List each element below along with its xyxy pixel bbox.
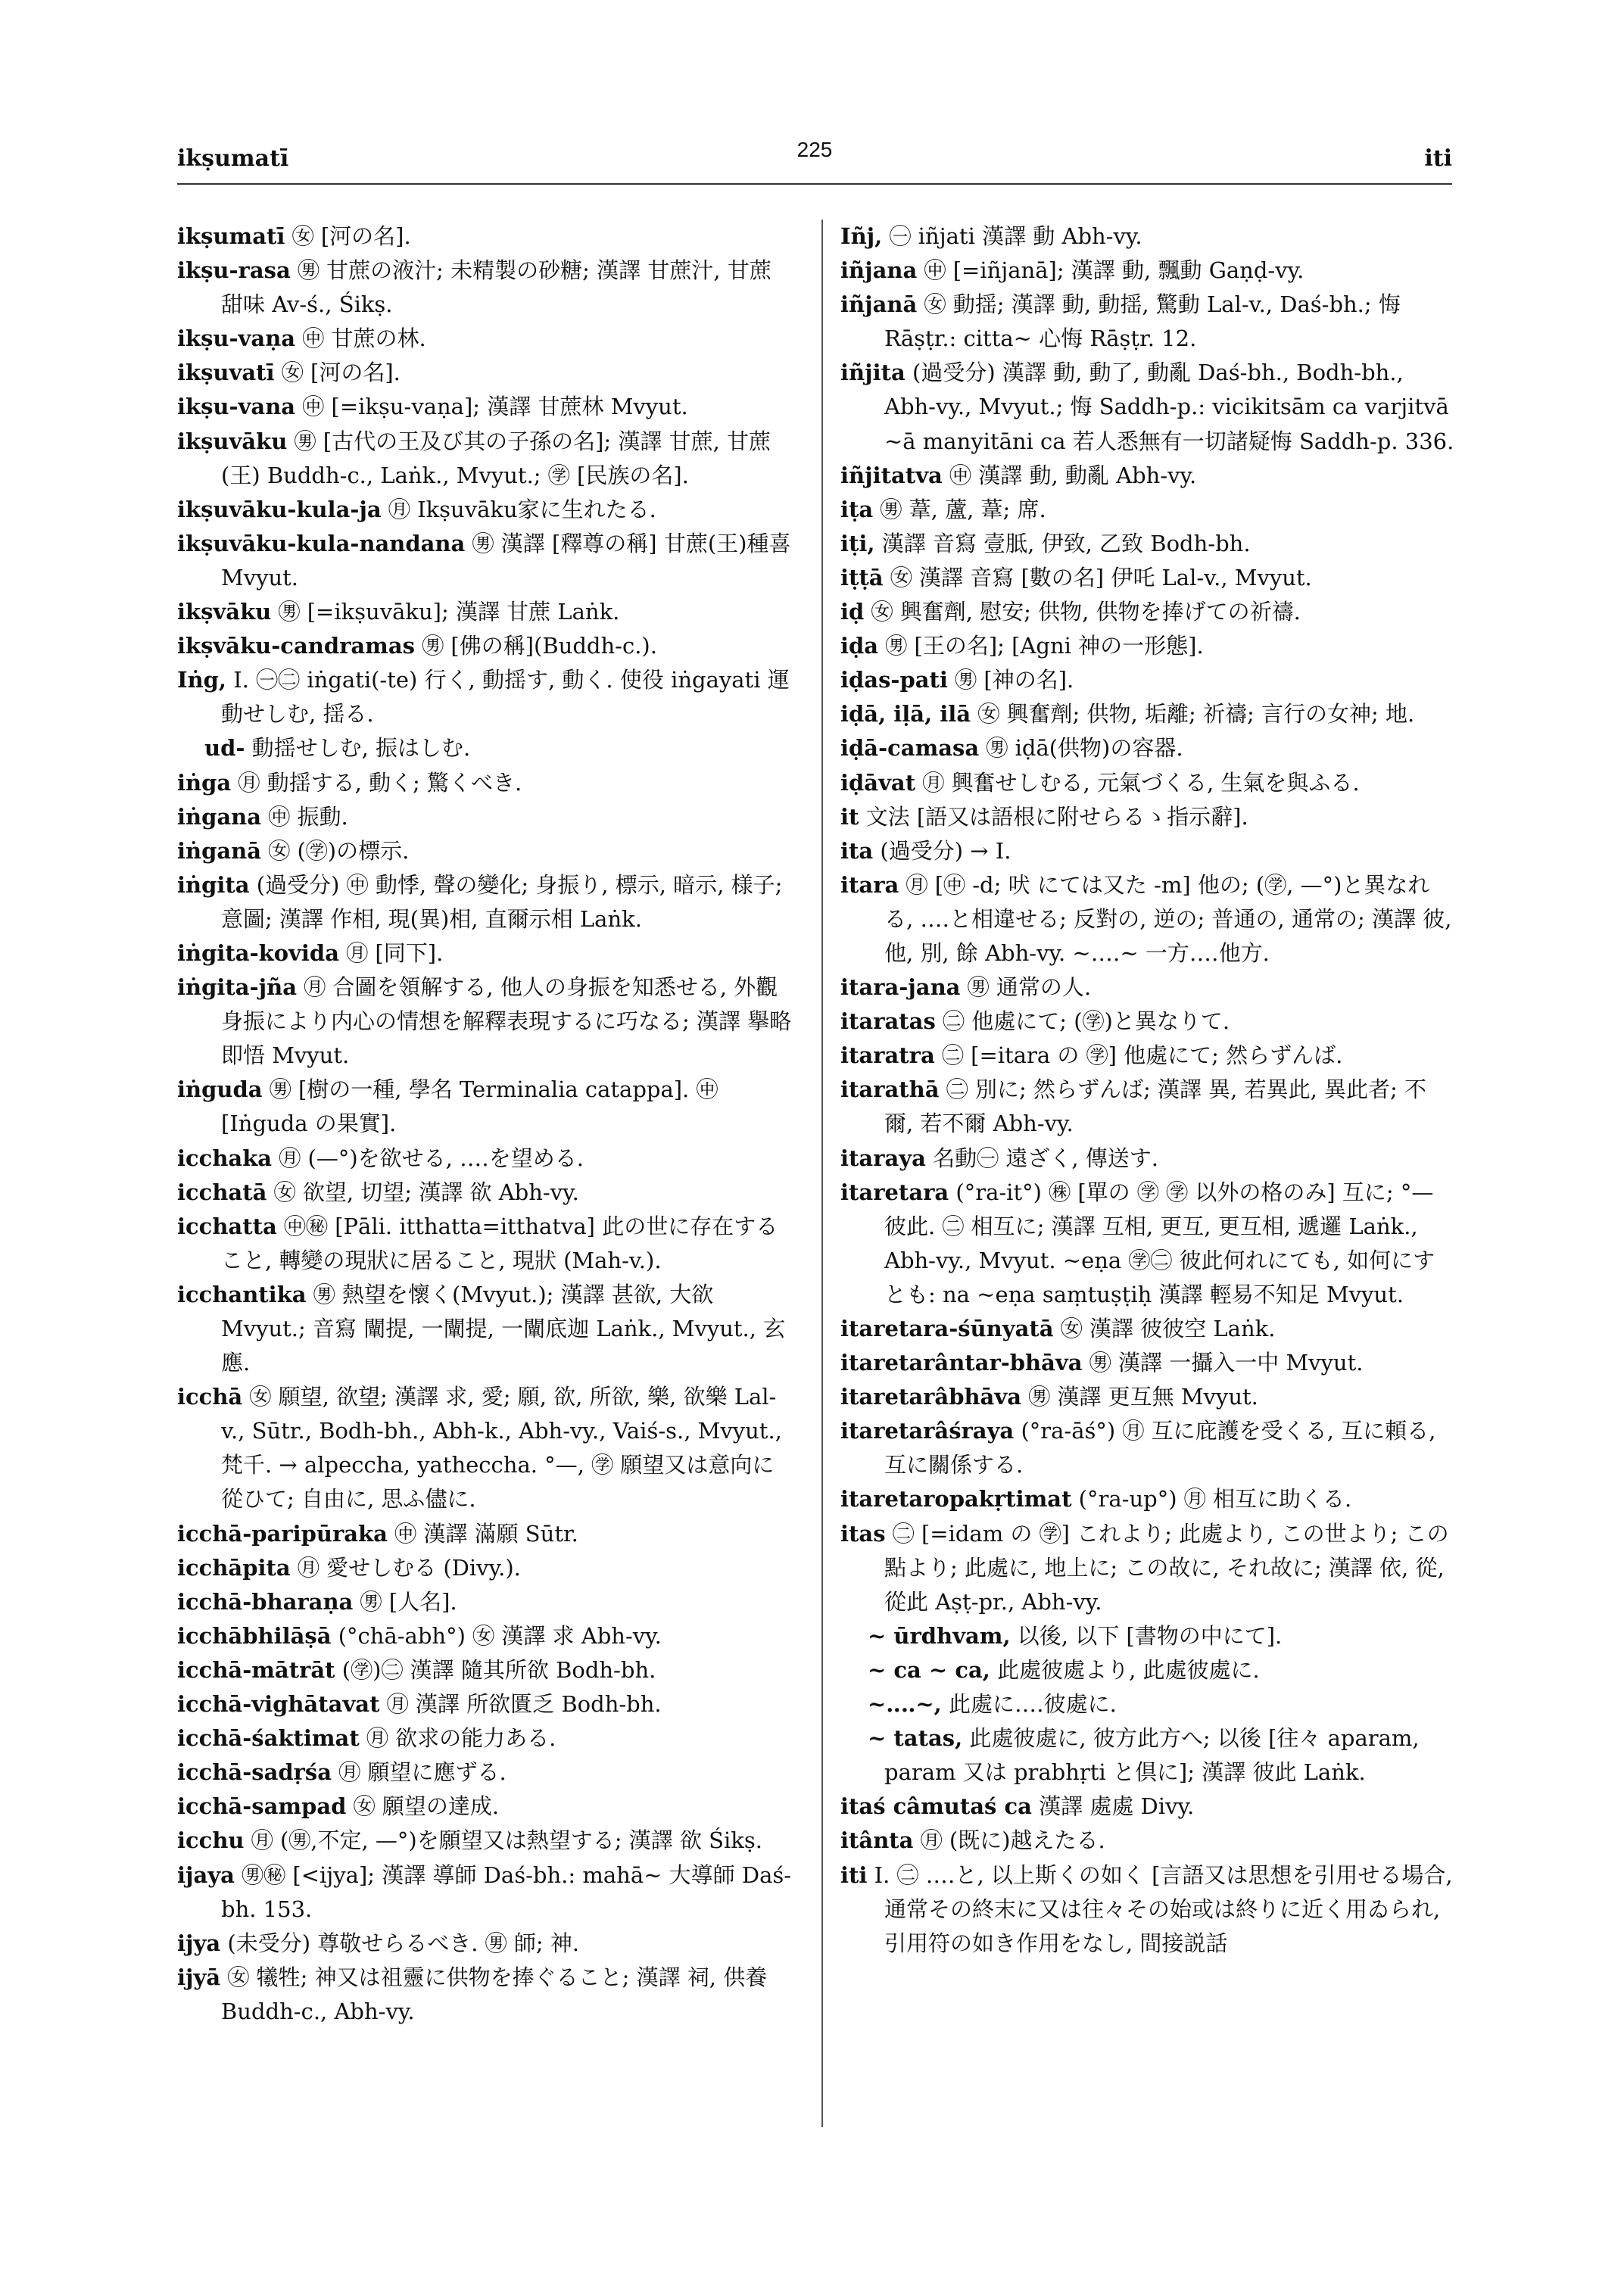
entry-headword: itaratra	[840, 1042, 935, 1069]
dictionary-entry	[840, 1517, 1455, 1619]
entry-definition: ㊁ [=idam の ㊫] これより; 此處より, この世より; この點より; 此處に, 地上に; この故に, それ故に; 漢譯 依, 從, 從此 Aṣṭ-pr., Abh-vy.	[884, 1520, 1451, 1615]
running-head-first-word: ikṣumatī	[177, 145, 289, 172]
entry-headword: icchāpita	[177, 1554, 291, 1581]
dictionary-entry	[177, 1142, 792, 1176]
entry-headword: ikṣu-rasa	[177, 257, 291, 284]
dictionary-entry	[840, 493, 1455, 527]
entry-definition: ㊥ 漢譯 滿願 Sūtr.	[387, 1520, 578, 1547]
entry-definition: 動揺せしむ, 振はしむ.	[245, 735, 471, 762]
dictionary-entry	[840, 868, 1459, 970]
entry-headword: icchā-mātrāt	[177, 1656, 335, 1683]
entry-definition: 名動㊀ 遠ざく, 傳送す.	[925, 1145, 1159, 1171]
dictionary-entry	[177, 220, 792, 254]
dictionary-entry	[177, 254, 792, 322]
entry-definition: ㊚ 熱望を懷く(Mvyut.); 漢譯 甚欲, 大欲 Mvyut.; 音寫 闡提, 一闡提, 一闡底迦 Laṅk., Mvyut., 玄應.	[221, 1281, 786, 1376]
entry-headword: ikṣumatī	[177, 223, 285, 249]
entry-definition: ㊛ (㊫)の標示.	[261, 837, 410, 864]
entry-headword: itaretarâśraya	[840, 1418, 1015, 1444]
entry-definition: ㊛ 犧牲; 神又は祖靈に供物を捧ぐること; 漢譯 祠, 供養 Buddh-c., Abh-vy.	[220, 1964, 775, 2024]
dictionary-entry	[177, 1585, 792, 1619]
dictionary-entry	[840, 1380, 1455, 1414]
entry-definition: ㊊ Ikṣuvāku家に生れたる.	[381, 496, 656, 522]
dictionary-entry	[840, 459, 1455, 493]
page-number: 225	[796, 138, 833, 161]
entry-definition: ㊊ 合圖を領解する, 他人の身振を知悉せる, 外觀身振により内心の情想を解釋表現するに巧なる; 漢譯 擧略即悟 Mvyut.	[221, 974, 792, 1069]
entry-definition: ㊊ 動揺する, 動く; 驚くべき.	[231, 769, 522, 796]
dictionary-entry	[840, 800, 1455, 834]
entry-definition: (°ra-āś°) ㊊ 互に庇護を受くる, 互に頼る, 互に關係する.	[884, 1418, 1443, 1478]
dictionary-entry	[840, 731, 1455, 765]
entry-headword: ~‥‥~,	[868, 1691, 942, 1718]
entry-definition: I. ㊀㊁ iṅgati(-te) 行く, 動揺す, 動く. 使役 iṅgayati 運動せしむ, 揺る.	[221, 667, 790, 727]
dictionary-entry	[840, 1005, 1455, 1039]
entry-definition: ㊛ 動揺; 漢譯 動, 動揺, 驚動 Lal-v., Daś-bh.; 悔 Rāṣṭr.: citta~ 心悔 Rāṣṭr. 12.	[884, 291, 1408, 352]
entry-headword: itaraya	[840, 1145, 926, 1171]
entry-headword: it	[840, 803, 859, 830]
dictionary-entry	[840, 561, 1455, 595]
dictionary-entry	[840, 834, 1455, 868]
entry-headword: ikṣuvāku	[177, 428, 288, 454]
dictionary-entry	[177, 1756, 792, 1790]
dictionary-entry	[840, 1653, 1455, 1687]
entry-headword: icchaka	[177, 1145, 273, 1171]
dictionary-entry	[177, 1858, 792, 1927]
entry-definition: 此處彼處に, 彼方此方へ; 以後 [往々 aparam, param 又は prabhṛti と倶に]; 漢譯 彼此 Laṅk.	[884, 1725, 1426, 1786]
entry-definition: ㊥ 漢譯 動, 動亂 Abh-vy.	[942, 462, 1197, 488]
entry-definition: ㊊ [㊥ -d; 吠 にては又た -m] 他の; (㊫, —°)と異なれる, ‥‥と相違せる; 反對の, 逆の; 普通の, 通常の; 漢譯 彼, 他, 別, 餘 Abh-vy. ~‥‥~ 一方‥‥他方.	[884, 871, 1459, 966]
dictionary-entry	[840, 1482, 1455, 1516]
dictionary-entry	[177, 1687, 792, 1721]
entry-definition: ㊊ 欲求の能力ある.	[359, 1725, 556, 1752]
entry-headword: ikṣuvatī	[177, 360, 275, 386]
dictionary-entry	[177, 595, 792, 629]
entry-definition: 文法 [語又は語根に附せらるゝ指示辭].	[859, 803, 1248, 830]
entry-headword: iṅguda	[177, 1076, 263, 1103]
dictionary-entry	[840, 1039, 1455, 1073]
entry-headword: icchā-vighātavat	[177, 1691, 380, 1718]
entry-definition: (㊫)㊁ 漢譯 隨其所欲 Bodh-bh.	[335, 1656, 656, 1683]
entry-headword: itaś câmutaś ca	[840, 1793, 1032, 1820]
dictionary-entry	[177, 731, 792, 765]
entry-headword: itaretara	[840, 1179, 949, 1205]
entry-headword: iṅgita-jña	[177, 974, 297, 1001]
dictionary-entry	[177, 970, 792, 1073]
dictionary-entry	[177, 868, 792, 936]
dictionary-entry	[840, 1176, 1455, 1312]
entry-headword: ikṣvāku	[177, 599, 272, 625]
entry-headword: iṅgita-kovida	[177, 939, 339, 966]
entry-definition: ㊥ [=iñjanā]; 漢譯 動, 飄動 Gaṇḍ-vy.	[917, 257, 1304, 284]
entry-headword: ~ ūrdhvam,	[868, 1622, 1011, 1649]
dictionary-entry	[177, 1927, 792, 1961]
dictionary-entry	[177, 390, 792, 424]
entry-definition: ㊊ (—°)を欲せる, ‥‥を望める.	[272, 1145, 584, 1171]
entry-headword: ijyā	[177, 1964, 221, 1990]
entry-headword: itaretaropakṛtimat	[840, 1486, 1072, 1513]
entry-headword: iḍā-camasa	[840, 735, 980, 762]
entry-definition: ㊚ [神の名].	[947, 667, 1074, 693]
header-rule	[177, 183, 1452, 185]
entry-headword: iñjana	[840, 257, 918, 284]
dictionary-entry	[840, 1414, 1455, 1482]
entry-definition: ㊚ 葦, 蘆, 葦; 席.	[873, 496, 1046, 522]
entry-headword: Iñj,	[840, 223, 883, 249]
entry-definition: ㊚ [人名].	[353, 1588, 457, 1615]
entry-definition: ㊥ 甘蔗の林.	[295, 326, 426, 352]
dictionary-entry	[177, 1619, 792, 1653]
dictionary-entry	[840, 1721, 1455, 1790]
entry-definition: ㊚ [佛の稱](Buddh-c.).	[414, 633, 657, 659]
entry-headword: iṅgana	[177, 803, 262, 830]
dictionary-entry	[177, 1380, 792, 1516]
entry-headword: iḍāvat	[840, 769, 916, 796]
entry-headword: icchā-bharaṇa	[177, 1588, 354, 1615]
entry-definition: ㊊ 興奮せしむる, 元氣づくる, 生氣を與ふる.	[915, 769, 1360, 796]
entry-definition: 漢譯 處處 Divy.	[1031, 1793, 1195, 1820]
dictionary-entry	[840, 1790, 1455, 1824]
entry-definition: ㊚ [古代の王及び其の子孫の名]; 漢譯 甘蔗, 甘蔗(王) Buddh-c., Laṅk., Mvyut.; ㊫ [民族の名].	[221, 428, 771, 488]
dictionary-entry	[840, 1619, 1455, 1653]
entry-headword: ita	[840, 837, 874, 864]
entry-headword: iḍ	[840, 599, 865, 625]
entry-definition: 漢譯 音寫 壹胝, 伊致, 乙致 Bodh-bh.	[874, 530, 1251, 556]
entry-headword: iṭa	[840, 496, 874, 522]
dictionary-entry	[840, 697, 1455, 731]
dictionary-entry	[177, 356, 792, 390]
entry-definition: (°ra-it°) ㊑ [單の ㊫ ㊫ 以外の格のみ] 互に; °— 彼此. ㊁ 相互に; 漢譯 互相, 更互, 更互相, 遞邏 Laṅk., Abh-vy., Mvyut. ~eṇa ㊫㊁ 彼此何れにても, 如何にすとも: na ~eṇa saṃtuṣṭiḥ 漢譯 輕易不知足 Mvyut.	[884, 1179, 1441, 1307]
entry-headword: iṭi,	[840, 530, 875, 556]
entry-definition: ㊁ [=itara の ㊫] 他處にて; 然らずんば.	[934, 1042, 1343, 1069]
entry-headword: ikṣu-vana	[177, 394, 296, 420]
dictionary-entry	[840, 663, 1455, 697]
entry-definition: ㊊ 漢譯 所欲匱乏 Bodh-bh.	[379, 1691, 662, 1718]
entry-definition: ㊁ 他處にて; (㊫)と異なりて.	[935, 1008, 1230, 1035]
entry-headword: ikṣvāku-candramas	[177, 633, 415, 659]
dictionary-entry	[177, 629, 792, 663]
dictionary-entry	[177, 834, 792, 868]
entry-headword: icchā-sadṛśa	[177, 1759, 332, 1786]
dictionary-entry	[840, 970, 1455, 1005]
entry-definition: ㊊ (㊚,不定, —°)を願望又は熱望する; 漢譯 欲 Śikṣ.	[244, 1827, 762, 1854]
dictionary-entry	[840, 1346, 1455, 1380]
entry-headword: iñjanā	[840, 291, 918, 318]
entry-headword: icchābhilāṣā	[177, 1622, 332, 1649]
entry-headword: icchā-paripūraka	[177, 1520, 388, 1547]
entry-headword: itarathā	[840, 1076, 940, 1103]
dictionary-entry	[840, 220, 1455, 254]
entry-definition: ㊚ 漢譯 [釋尊の稱] 甘蔗(王)種喜 Mvyut.	[221, 530, 798, 590]
entry-headword: ud-	[204, 735, 245, 762]
entry-definition: ㊚ [樹の一種, 學名 Terminalia catappa]. ㊥ [Iṅguda の果實].	[221, 1076, 725, 1137]
dictionary-entry	[840, 1858, 1460, 1961]
running-head-last-word: iti	[1424, 145, 1452, 172]
right-column	[840, 220, 1460, 1961]
column-divider	[821, 220, 823, 2127]
entry-headword: iḍa	[840, 633, 879, 659]
dictionary-entry	[177, 1721, 792, 1756]
entry-headword: itara	[840, 871, 899, 898]
dictionary-entry	[840, 766, 1455, 800]
entry-headword: iḍas-pati	[840, 667, 948, 693]
dictionary-entry	[177, 800, 792, 834]
entry-headword: itânta	[840, 1827, 914, 1854]
entry-headword: iñjita	[840, 360, 906, 386]
entry-headword: ikṣuvāku-kula-ja	[177, 496, 382, 522]
entry-headword: iḍā, iḷā, ilā	[840, 701, 971, 727]
entry-headword: icchā	[177, 1384, 243, 1410]
dictionary-entry	[840, 1073, 1455, 1141]
entry-definition: ㊚ 通常の人.	[960, 974, 1092, 1001]
dictionary-entry	[177, 1551, 792, 1585]
entry-definition: ㊛ [河の名].	[285, 223, 411, 249]
dictionary-entry	[177, 1653, 792, 1687]
entry-definition: ㊚ 漢譯 更互無 Mvyut.	[1021, 1384, 1258, 1410]
entry-headword: itas	[840, 1520, 886, 1547]
dictionary-entry	[177, 936, 792, 970]
entry-headword: iṅganā	[177, 837, 262, 864]
entry-headword: icchā-sampad	[177, 1793, 347, 1820]
entry-headword: ijaya	[177, 1862, 235, 1888]
entry-definition: ㊚㊙ [<ijya]; 漢譯 導師 Daś-bh.: mahā~ 大導師 Daś-bh. 153.	[221, 1862, 792, 1922]
entry-definition: I. ㊁ ‥‥と, 以上斯くの如く [言語又は思想を引用せる場合, 通常その終末に又は往々その始或は終りに近く用ゐられ, 引用符の如き作用をなし, 間接説話	[867, 1862, 1460, 1956]
running-head	[177, 138, 1452, 177]
dictionary-entry	[177, 493, 792, 527]
dictionary-entry	[177, 663, 792, 731]
dictionary-entry	[840, 527, 1455, 561]
dictionary-entry	[177, 1176, 792, 1210]
entry-definition: ㊥ [=ikṣu-vaṇa]; 漢譯 甘蔗林 Mvyut.	[295, 394, 688, 420]
dictionary-entry	[177, 322, 792, 356]
entry-headword: itara-jana	[840, 974, 961, 1001]
entry-definition: (過受分) 漢譯 動, 動了, 動亂 Daś-bh., Bodh-bh., Abh-vy., Mvyut.; 悔 Saddh-p.: vicikitsām ca varjitvā ~ā manyitāni ca 若人悉無有一切諸疑悔 Saddh-p. 336.	[884, 360, 1456, 454]
entry-headword: icchantika	[177, 1281, 307, 1307]
dictionary-entry	[177, 1073, 792, 1141]
entry-definition: ㊊ 願望に應ずる.	[332, 1759, 507, 1786]
entry-definition: 此處に‥‥彼處に.	[941, 1691, 1117, 1718]
dictionary-entry	[177, 1824, 792, 1858]
dictionary-entry	[840, 1312, 1455, 1346]
entry-definition: ㊚ [=ikṣuvāku]; 漢譯 甘蔗 Laṅk.	[271, 599, 620, 625]
entry-headword: itaretarâbhāva	[840, 1384, 1021, 1410]
entry-headword: icchatā	[177, 1179, 267, 1205]
entry-definition: (°ra-up°) ㊊ 相互に助くる.	[1071, 1486, 1352, 1513]
dictionary-entry	[840, 1687, 1455, 1721]
entry-definition: ㊊ (既に)越えたる.	[913, 1827, 1105, 1854]
entry-headword: itaretarântar-bhāva	[840, 1350, 1083, 1376]
entry-headword: itaretara-śūnyatā	[840, 1316, 1054, 1341]
entry-headword: icchā-śaktimat	[177, 1725, 360, 1752]
entry-headword: icchu	[177, 1827, 245, 1854]
dictionary-entry	[177, 1210, 792, 1278]
entry-definition: ㊥㊙ [Pāli. itthatta=itthatva] 此の世に存在すること, 轉變の現狀に居ること, 現狀 (Mah-v.).	[221, 1213, 778, 1273]
entry-definition: ㊛ [河の名].	[274, 360, 401, 386]
dictionary-entry	[840, 629, 1455, 663]
left-column	[177, 220, 798, 2029]
entry-definition: ㊊ 愛せしむる (Divy.).	[290, 1554, 521, 1581]
dictionary-entry	[177, 1790, 792, 1824]
entry-headword: ikṣuvāku-kula-nandana	[177, 530, 466, 556]
dictionary-entry	[177, 1961, 792, 2029]
dictionary-entry	[840, 356, 1455, 458]
dictionary-entry	[177, 1517, 792, 1551]
dictionary-entry	[840, 288, 1455, 356]
entry-definition: ㊛ 興奮劑; 供物, 垢離; 祈禱; 言行の女神; 地.	[971, 701, 1415, 727]
entry-definition: ㊚ [王の名]; [Agni 神の一形態].	[878, 633, 1204, 659]
entry-headword: iṅga	[177, 769, 232, 796]
entry-definition: (過受分) ㊥ 動悸, 聲の變化; 身振り, 標示, 暗示, 様子; 意圖; 漢譯 作相, 現(異)相, 直爾示相 Laṅk.	[221, 871, 790, 932]
entry-headword: iti	[840, 1862, 868, 1888]
entry-headword: iñjitatva	[840, 462, 943, 488]
entry-definition: (°chā-abh°) ㊛ 漢譯 求 Abh-vy.	[331, 1622, 662, 1649]
entry-definition: (過受分) → I.	[873, 837, 1011, 864]
entry-definition: ㊚ 甘蔗の液汁; 未精製の砂糖; 漢譯 甘蔗汁, 甘蔗甜味 Av-ś., Śikṣ.	[221, 257, 771, 318]
entry-definition: ㊛ 漢譯 彼彼空 Laṅk.	[1053, 1316, 1276, 1341]
dictionary-entry	[840, 1824, 1455, 1858]
entry-headword: iṭṭā	[840, 564, 884, 590]
entry-definition: (未受分) 尊敬せらるべき. ㊚ 師; 神.	[220, 1930, 580, 1956]
entry-definition: ㊁ 別に; 然らずんば; 漢譯 異, 若異此, 異此者; 不爾, 若不爾 Abh-vy.	[884, 1076, 1427, 1137]
entry-definition: ㊛ 欲望, 切望; 漢譯 欲 Abh-vy.	[267, 1179, 579, 1205]
entry-definition: ㊛ 願望の達成.	[346, 1793, 500, 1820]
entry-definition: ㊚ 漢譯 一攝入一中 Mvyut.	[1082, 1350, 1364, 1376]
dictionary-entry	[177, 766, 792, 800]
entry-definition: ㊥ 振動.	[261, 803, 348, 830]
entry-definition: 以後, 以下 [書物の中にて].	[1010, 1622, 1283, 1649]
entry-definition: ㊛ 興奮劑, 慰安; 供物, 供物を捧げての祈禱.	[864, 599, 1301, 625]
dictionary-entry	[840, 254, 1455, 288]
entry-definition: ㊛ 願望, 欲望; 漢譯 求, 愛; 願, 欲, 所欲, 樂, 欲樂 Lal-v., Sūtr., Bodh-bh., Abh-k., Abh-vy., Vaiś-s., Mvyut., 梵千. → alpeccha, yatheccha. °—, ㊫ 願望又は意向に從ひて; 自由に, 思ふ儘に.	[221, 1384, 790, 1513]
entry-headword: ikṣu-vaṇa	[177, 326, 296, 352]
entry-definition: ㊛ 漢譯 音寫 [數の名] 伊吒 Lal-v., Mvyut.	[883, 564, 1312, 590]
entry-headword: itaratas	[840, 1008, 936, 1035]
dictionary-entry	[177, 527, 798, 595]
dictionary-entry	[840, 1142, 1455, 1176]
entry-headword: icchatta	[177, 1213, 277, 1239]
entry-definition: ㊀ iñjati 漢譯 動 Abh-vy.	[882, 223, 1142, 249]
entry-definition: 此處彼處より, 此處彼處に.	[990, 1656, 1260, 1683]
entry-headword: ~ ca ~ ca,	[868, 1656, 990, 1683]
dictionary-entry	[177, 1278, 792, 1380]
entry-headword: iṅgita	[177, 871, 250, 898]
entry-headword: ~ tatas,	[868, 1725, 963, 1752]
dictionary-entry	[177, 425, 792, 493]
entry-headword: ijya	[177, 1930, 221, 1956]
entry-headword: Iṅg,	[177, 667, 227, 693]
dictionary-entry	[840, 595, 1455, 629]
entry-definition: ㊊ [同下].	[339, 939, 444, 966]
entry-definition: ㊚ iḍā(供物)の容器.	[979, 735, 1183, 762]
